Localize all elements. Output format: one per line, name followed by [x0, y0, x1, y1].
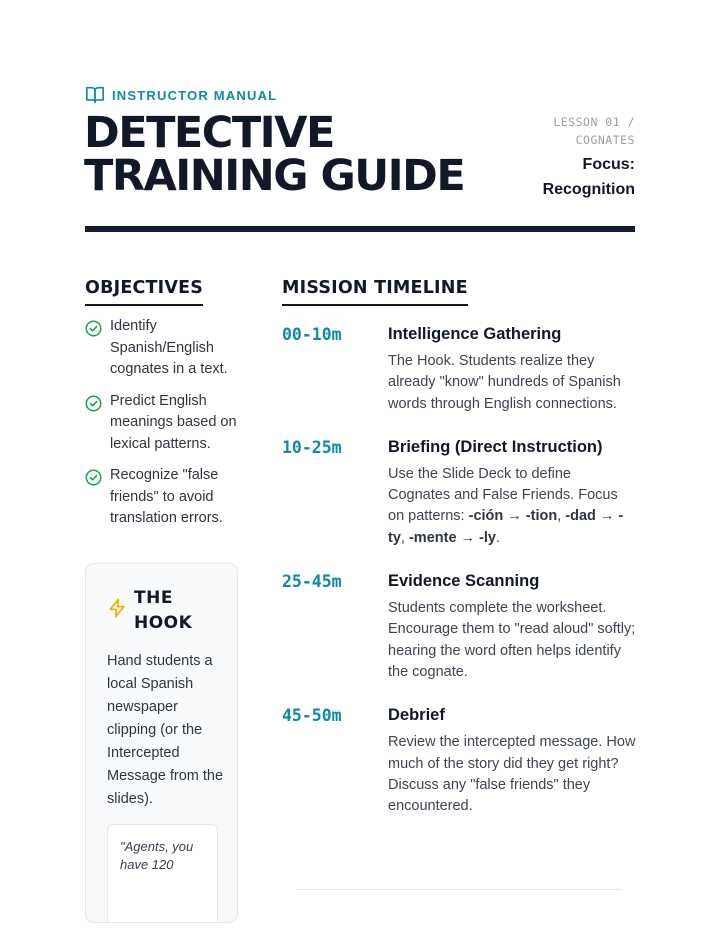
lightning-bolt-icon: [108, 586, 126, 636]
pattern-separator: ,: [400, 529, 409, 546]
timeline-time: 00-10m: [282, 325, 342, 344]
hook-title-line-1: THE: [134, 588, 173, 608]
timeline-desc: Students complete the worksheet. Encourage them to "read aloud" softly; hearing the word often helps identify the cognate.: [388, 600, 636, 680]
timeline-item: [282, 435, 637, 549]
lesson-meta: [543, 113, 635, 202]
footer-divider: [296, 889, 622, 890]
timeline-title: Intelligence Gathering: [388, 325, 562, 343]
focus-label: Focus:: [582, 156, 635, 173]
kicker-label: INSTRUCTOR MANUAL: [112, 87, 278, 103]
objective-item: [85, 465, 245, 530]
book-open-icon: [85, 86, 105, 104]
timeline-desc-text: Use the Slide Deck to define Cognates and False Friends. Focus on patterns:: [388, 465, 618, 525]
title-line-1: DETECTIVE: [84, 108, 334, 158]
check-circle-icon: [85, 320, 102, 381]
timeline-title: Briefing (Direct Instruction): [388, 437, 603, 456]
hook-quote-card: [107, 824, 218, 923]
hook-text: Hand students a local Spanish newspaper clipping (or the Intercepted Message from the slides).: [107, 653, 224, 807]
timeline-desc: [388, 464, 637, 549]
timeline-title: Evidence Scanning: [388, 572, 540, 591]
timeline-desc: The Hook. Students realize they already "know" hundreds of Spanish words through English connections.: [388, 353, 621, 412]
header-divider: [85, 226, 635, 232]
pattern-separator: ,: [557, 508, 566, 525]
timeline-desc: Review the intercepted message. How much of the story did they get right? Discuss any "false friends" they encountered.: [388, 734, 636, 815]
timeline-item: [282, 322, 637, 415]
objectives-list: [85, 316, 245, 540]
hook-title: [134, 586, 192, 636]
page-title: [84, 108, 465, 201]
timeline-time: 45-50m: [282, 706, 342, 726]
hook-card: [85, 563, 238, 923]
timeline-body: [388, 435, 637, 549]
timeline-body: [388, 569, 637, 683]
objective-item: [85, 316, 245, 381]
hook-title-line-2: HOOK: [134, 613, 193, 633]
timeline-body: [388, 703, 637, 817]
lesson-code-line-1: LESSON 01 /: [553, 115, 635, 129]
timeline-item: [282, 703, 637, 817]
timeline-time: 10-25m: [282, 437, 342, 457]
objective-text: Predict English meanings based on lexical patterns.: [110, 392, 237, 452]
focus-value: Recognition: [542, 181, 635, 198]
check-circle-icon: [85, 469, 102, 530]
objective-text: Recognize "false friends" to avoid translation errors.: [110, 467, 223, 526]
pattern-mente-ly: -mente → -ly: [408, 529, 496, 546]
timeline-body: [388, 322, 637, 415]
timeline-item: [282, 569, 637, 683]
header-kicker: [85, 86, 277, 104]
check-circle-icon: [85, 395, 102, 456]
hook-quote: "Agents, you have 120: [120, 839, 194, 872]
timeline-title: Debrief: [388, 706, 445, 725]
timeline: [282, 322, 637, 837]
title-line-2: TRAINING GUIDE: [84, 151, 465, 201]
objective-text: Identify Spanish/English cognates in a text.: [110, 318, 228, 377]
hook-header: [108, 586, 192, 636]
pattern-cion-tion: -ción → -tion: [468, 508, 558, 525]
timeline-time: 25-45m: [282, 572, 342, 592]
timeline-desc-end: .: [495, 529, 501, 546]
lesson-code-line-2: COGNATES: [575, 133, 635, 147]
objective-item: [85, 391, 245, 456]
timeline-heading: MISSION TIMELINE: [282, 277, 468, 306]
objectives-heading: OBJECTIVES: [85, 277, 203, 306]
pattern-dad-ty: -dad → -ty: [388, 508, 624, 546]
